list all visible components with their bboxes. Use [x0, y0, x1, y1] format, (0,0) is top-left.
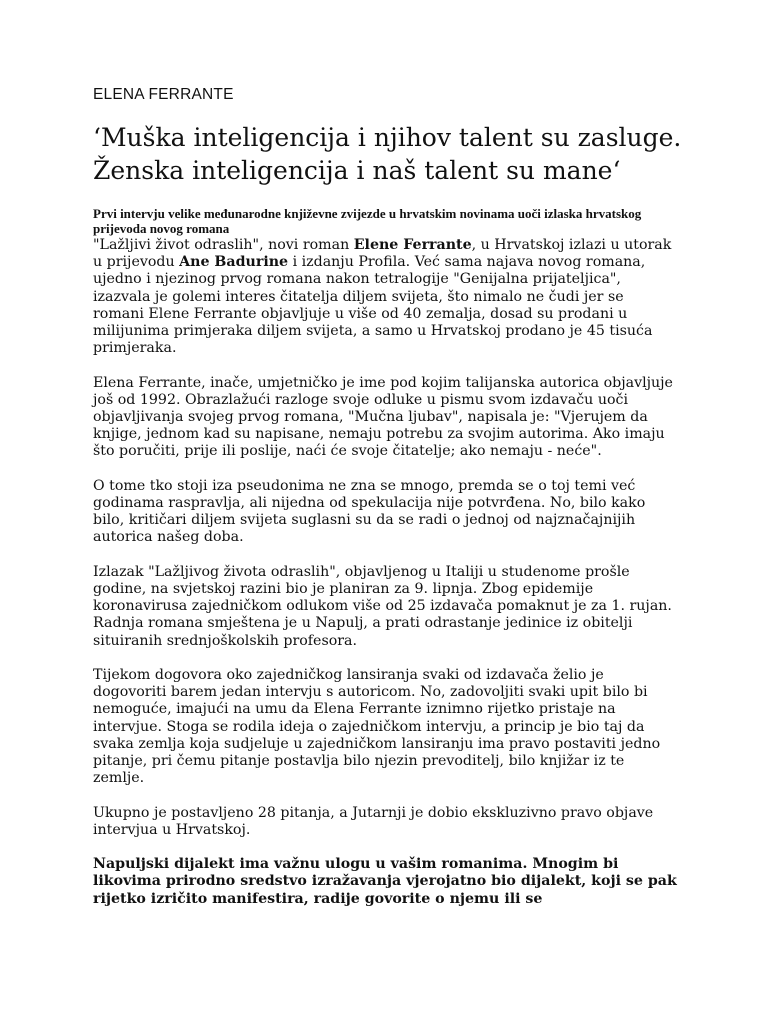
article-deck: Prvi intervju velike međunarodne književne zvijezde u hrvatskim novinama uoči izlaska hrvatskog prijevoda novog romana [93, 206, 642, 236]
article-headline [93, 121, 693, 187]
paragraph-1-text-a: "Lažljivi život odraslih", novi roman [93, 237, 354, 253]
paragraph-2: Elena Ferrante, inače, umjetničko je ime pod kojim talijanska autorica objavljuje još od 1992. Obrazlažući razloge svoje odluke u pismu svom izdavaču uoči objavljivanja svojeg prvog romana, "Mučna ljubav", napisala je: "Vjerujem da knjige, jednom kad su napisane, nemaju potrebu za svojim autorima. Ako imaju što poručiti, prije ili poslije, naći će svoje čitatelje; ako nemaju - neće". [93, 374, 673, 460]
headline-line-2: Ženska inteligencija i naš talent su mane‘ [93, 156, 621, 185]
interview-question-1: Napuljski dijalekt ima važnu ulogu u vašim romanima. Mnogim bi likovima prirodno sredstvo izražavanja vjerojatno bio dijalekt, koji se pak rijetko izričito manifestira, radije govorite o njemu ili se [93, 856, 677, 907]
translator-name-bold: Ane Badurine [179, 254, 289, 271]
paragraph-3: O tome tko stoji iza pseudonima ne zna se mnogo, premda se o toj temi već godinama raspravlja, ali nijedna od spekulacija nije potvrđena. No, bilo kako bilo, kritičari diljem svijeta suglasni su da se radi o jednoj od najznačajnijih autorica našeg doba. [93, 477, 646, 546]
author-kicker: ELENA FERRANTE [93, 86, 234, 103]
paragraph-6: Ukupno je postavljeno 28 pitanja, a Jutarnji je dobio ekskluzivno pravo objave intervjua u Hrvatskoj. [93, 804, 654, 838]
author-name-bold: Elene Ferrante [353, 237, 472, 253]
paragraph-1-text-c: , u Hrvatskoj izlazi u utorak u prijevodu [93, 237, 672, 271]
headline-line-1: ‘Muška inteligencija i njihov talent su zasluge. [93, 123, 682, 152]
paragraph-4: Izlazak "Lažljivog života odraslih", objavljenog u Italiji u studenome prošle godine, na svjetskoj razini bio je planiran za 9. lipnja. Zbog epidemije koronavirusa zajedničkom odlukom više od 25 izdavača pomaknut je za 1. rujan. Radnja romana smještena je u Napulj, a prati odrastanje jedinice iz obitelji situiranih srednjoškolskih profesora. [93, 563, 672, 649]
paragraph-5: Tijekom dogovora oko zajedničkog lansiranja svaki od izdavača želio je dogovoriti barem jedan intervju s autoricom. No, zadovoljiti svaki upit bilo bi nemoguće, imajući na umu da Elena Ferrante iznimno rijetko pristaje na intervjue. Stoga se rodila ideja o zajedničkom intervju, a princip je bio taj da svaka zemlja koja sudjeluje u zajedničkom lansiranju ima pravo postaviti jedno pitanje, pri čemu pitanje postavlja bilo njezin prevoditelj, bilo knjižar iz te zemlje. [93, 667, 661, 787]
paragraph-1 [93, 237, 678, 357]
paragraph-1-text-e: i izdanju Profila. Već sama najava novog romana, ujedno i njezinog prvog romana nakon tetralogije "Genijalna prijateljica", izazvala je golemi interes čitatelja diljem svijeta, što nimalo ne čudi jer se romani Elene Ferrante objavljuje u više od 40 zemalja, dosad su prodani u milijunima primjeraka diljem svijeta, a samo u Hrvatskoj prodano je 45 tisuća primjeraka. [93, 254, 653, 357]
article-body [93, 237, 678, 925]
